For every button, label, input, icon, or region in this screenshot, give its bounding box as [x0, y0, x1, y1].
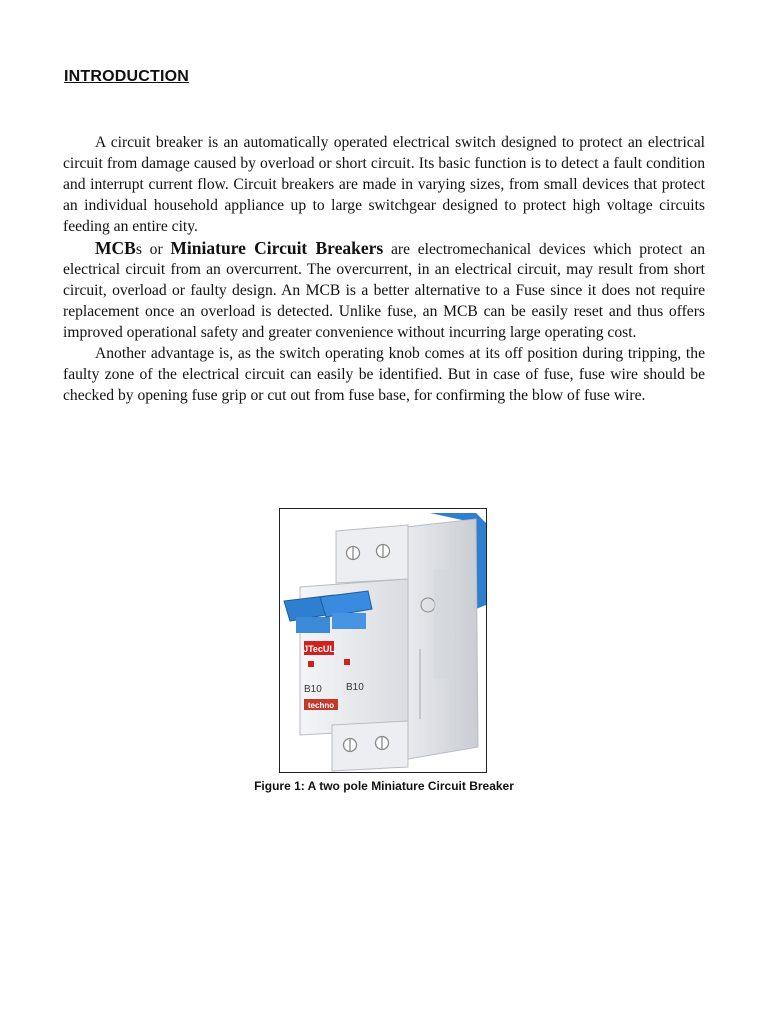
- spec-text-block: [434, 569, 454, 679]
- brand-text: JTecUL: [303, 644, 335, 654]
- term-mcb: MCB: [95, 237, 136, 258]
- indicator-window-icon: [344, 659, 350, 665]
- mcb-illustration: [280, 509, 486, 772]
- paragraph-mcb-rest: are electromechanical devices which protect an electrical circuit from an overcurrent. The overcurrent, in an electrical circuit, may result from short circuit, overload or faulty design. An MCB is a better alternative to a Fuse since it does not require replacement once an overload is detected. Unlike fuse, an MCB can be easily reset and thus offers improved operational safety and greater convenience without incurring large operating cost.: [63, 240, 706, 342]
- paragraph-circuit-breaker: A circuit breaker is an automatically operated electrical switch designed to protect an electrical circuit from damage caused by overload or short circuit. Its basic function is to detect a fault condition and interrupt current flow. Circuit breakers are made in varying sizes, from small devices that protect an individual household appliance up to large switchgear designed to protect high voltage circuits feeding an entire city.: [63, 134, 705, 235]
- indicator-window-icon: [308, 661, 314, 667]
- rating-label-right: B10: [346, 682, 364, 693]
- figure-caption: Figure 1: A two pole Miniature Circuit Breaker: [254, 779, 514, 793]
- term-miniature-circuit-breakers: Miniature Circuit Breakers: [170, 237, 384, 258]
- rating-label-left: B10: [304, 684, 322, 695]
- paragraph-mcb: [63, 238, 705, 345]
- introduction-body: [63, 133, 705, 407]
- maker-text: techno: [307, 701, 335, 710]
- term-mcb-suffix: s or: [135, 240, 171, 258]
- paragraph-advantage: Another advantage is, as the switch operating knob comes at its off position during tripping, the faulty zone of the electrical circuit can easily be identified. But in case of fuse, fuse wire should be checked by opening fuse grip or cut out from fuse base, for confirming the blow of fuse wire.: [63, 345, 705, 404]
- section-heading: INTRODUCTION: [64, 68, 190, 85]
- figure-frame: [279, 508, 487, 773]
